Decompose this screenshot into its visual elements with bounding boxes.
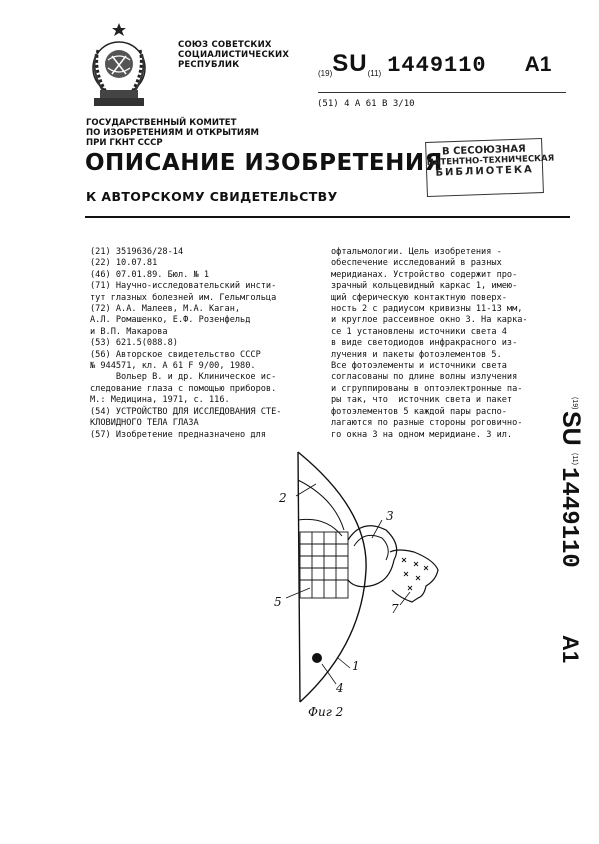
code-19: (19) xyxy=(318,69,333,78)
vertical-code-11: (11) xyxy=(571,453,578,465)
biblio-line: (71) Научно-исследовательский инсти- xyxy=(90,281,277,292)
abstract-line: щий сферическую контактную поверх- xyxy=(331,292,507,303)
biblio-line: (22) 10.07.81 xyxy=(90,258,158,269)
ipc-class: (51) 4 А 61 В 3/10 xyxy=(317,99,415,109)
vertical-code-19: (19) xyxy=(571,397,578,410)
abstract-line: ность 2 с радиусом кривизны 11-13 мм, xyxy=(331,304,523,315)
vertical-patent-number xyxy=(541,395,591,675)
biblio-line: и В.П. Макарова xyxy=(90,326,168,337)
light-source xyxy=(312,653,322,663)
abstract-line: лучения и пакеты фотоэлементов 5. xyxy=(331,349,502,360)
label-3: 3 xyxy=(386,509,394,523)
abstract-line: в виде светодиодов инфракрасного из- xyxy=(331,338,518,349)
label-5: 5 xyxy=(274,595,282,609)
biblio-line: следование глаза с помощью приборов. xyxy=(90,383,277,394)
patent-number: 1449110 xyxy=(387,53,487,78)
cornea-shape xyxy=(390,550,438,602)
ussr-emblem xyxy=(78,20,160,110)
vertical-country-code: SU xyxy=(557,411,585,446)
biblio-line: А.Л. Ромашенко, Е.Ф. Розенфельд xyxy=(90,315,251,326)
document-kind: А1 xyxy=(524,53,552,76)
vertical-patent-num: 1449110 xyxy=(555,467,582,568)
abstract-line: фотоэлементов 5 каждой пары распо- xyxy=(331,406,507,417)
bibliographic-data xyxy=(90,247,281,441)
contact-surface xyxy=(298,480,344,530)
library-stamp: В СЕСОЮЗНАЯ ПАТЕНТНО-ТЕХНИЧЕСКАЯ БИБЛИОТЕКА xyxy=(425,138,544,197)
abstract-line: офтальмологии. Цель изобретения - xyxy=(331,247,502,257)
label-7: 7 xyxy=(391,602,399,616)
abstract-line: лагаются по разные стороны роговично- xyxy=(331,418,523,429)
biblio-line: М.: Медицина, 1971, с. 116. xyxy=(90,395,230,406)
biblio-line: Вольер В. и др. Клиническое ис- xyxy=(90,372,277,383)
abstract-line: обеспечение исследований в разных xyxy=(331,258,502,269)
biblio-line: (72) А.А. Малеев, М.А. Каган, xyxy=(90,304,241,315)
biblio-line: (56) Авторское свидетельство СССР xyxy=(90,349,261,360)
biblio-line: (54) УСТРОЙСТВО ДЛЯ ИССЛЕДОВАНИЯ СТЕ- xyxy=(90,406,282,417)
label-1: 1 xyxy=(352,659,360,673)
patent-number-header xyxy=(318,50,552,78)
figure-caption: Фиг 2 xyxy=(308,705,344,719)
biblio-line: КЛОВИДНОГО ТЕЛА ГЛАЗА xyxy=(90,418,199,429)
label-4: 4 xyxy=(336,681,344,695)
biblio-line: (53) 621.5(088.8) xyxy=(90,338,178,349)
issuing-committee: ГОСУДАРСТВЕННЫЙ КОМИТЕТ ПО ИЗОБРЕТЕНИЯМ И ОТКРЫТИЯМ ПРИ ГКНТ СССР xyxy=(86,118,259,148)
abstract-line: согласованы по длине волны излучения xyxy=(331,372,518,383)
biblio-line: № 944571, кл. А 61 F 9/00, 1980. xyxy=(90,361,256,372)
country-code: SU xyxy=(332,50,368,77)
document-title: ОПИСАНИЕ ИЗОБРЕТЕНИЯ xyxy=(85,150,443,176)
biblio-line: тут глазных болезней им. Гельмгольца xyxy=(90,292,277,303)
biblio-line: (21) 3519636/28-14 xyxy=(90,247,184,257)
abstract-line: и круглое рассеивное окно 3. На карка- xyxy=(331,315,528,326)
abstract-line: се 1 установлены источники света 4 xyxy=(331,326,507,337)
abstract-line: зрачный кольцевидный каркас 1, имею- xyxy=(331,281,518,292)
vertical-kind: А1 xyxy=(558,635,583,664)
cross-marks xyxy=(402,558,428,590)
abstract-line: ры так, что источник света и пакет xyxy=(331,395,513,406)
biblio-line: (57) Изобретение предназначено для xyxy=(90,429,266,440)
abstract-line: и сгруппированы в оптоэлектронные па- xyxy=(331,383,523,394)
abstract-line: Все фотоэлементы и источники света xyxy=(331,361,507,372)
ipc-rule xyxy=(318,92,566,93)
biblio-line: (46) 07.01.89. Бюл. № 1 xyxy=(90,269,209,280)
abstract-line: меридианах. Устройство содержит про- xyxy=(331,269,518,280)
abstract-text xyxy=(331,247,528,441)
document-subtitle: К АВТОРСКОМУ СВИДЕТЕЛЬСТВУ xyxy=(86,189,338,204)
device-figure xyxy=(274,420,444,710)
abstract-line: го окна 3 на одном меридиане. 3 ил. xyxy=(331,429,513,440)
label-2: 2 xyxy=(279,491,287,505)
header-divider xyxy=(85,216,570,218)
code-11: (11) xyxy=(367,69,382,78)
country-name: СОЮЗ СОВЕТСКИХ СОЦИАЛИСТИЧЕСКИХ РЕСПУБЛИК xyxy=(178,40,290,70)
photoelement-grid xyxy=(300,532,348,598)
